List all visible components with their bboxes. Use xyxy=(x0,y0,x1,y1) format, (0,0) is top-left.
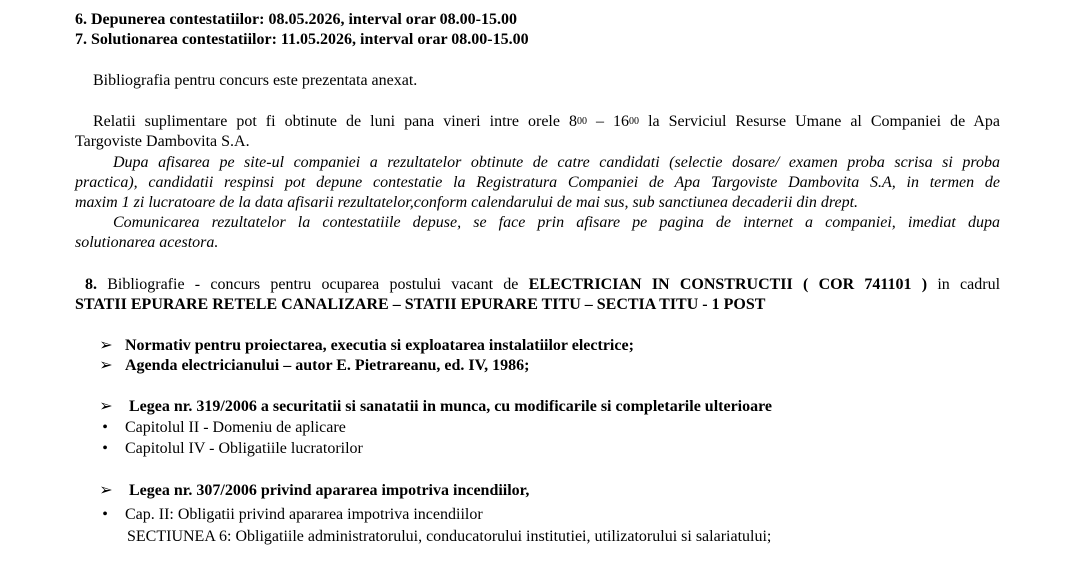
item-8-text: Bibliografie - concurs pentru ocuparea postului vacant de xyxy=(97,276,529,293)
hour-start-superscript: 00 xyxy=(577,116,587,127)
item-8-post-title: ELECTRICIAN IN CONSTRUCTII ( COR 741101 ) xyxy=(528,276,928,293)
bullet-legea-319: Legea nr. 319/2006 a securitatii si sanatatii in munca, cu modificarile si completarile ulterioare xyxy=(129,398,773,415)
arrow-bullet-icon: ➢ xyxy=(99,398,113,415)
bullet-cap-ii: Cap. II: Obligatii privind apararea impotriva incendiilor xyxy=(125,506,483,523)
item-6-depunerea-contestatiilor: 6. Depunerea contestatiilor: 08.05.2026, interval orar 08.00-15.00 xyxy=(75,11,518,28)
italic-para1-line-3: maxim 1 zi lucratoare de la data afisarii rezultatelor,conform calendarului de mai sus, sub sanctiunea decaderii din drept. xyxy=(75,194,859,211)
dot-bullet-icon: • xyxy=(102,506,108,523)
bullet-normativ: Normativ pentru proiectarea, executia si exploatarea instalatiilor electrice; xyxy=(125,337,634,354)
relatii-line-1 xyxy=(93,112,1000,132)
dot-bullet-icon: • xyxy=(102,440,108,457)
relatii-line-2: Targoviste Dambovita S.A. xyxy=(75,133,250,150)
relatii-text-before: Relatii suplimentare pot fi obtinute de luni pana vineri intre orele 8 xyxy=(93,113,577,130)
dot-bullet-icon: • xyxy=(102,419,108,436)
bullet-capitolul-ii: Capitolul II - Domeniu de aplicare xyxy=(125,419,346,436)
item-8-heading-line-2: STATII EPURARE RETELE CANALIZARE – STATII EPURARE TITU – SECTIA TITU - 1 POST xyxy=(75,296,766,313)
hour-end-superscript: 00 xyxy=(629,116,640,127)
italic-para2-line-1: Comunicarea rezultatelor la contestatiile depuse, se face prin afisare pe pagina de internet a companiei, imediat dupa xyxy=(113,214,1000,231)
bullet-legea-307: Legea nr. 307/2006 privind apararea impotriva incendiilor, xyxy=(129,482,530,499)
sectiunea-6: SECTIUNEA 6: Obligatiile administratorului, conducatorului institutiei, utilizatorului si salariatului; xyxy=(127,528,772,545)
bullet-agenda-electricianului: Agenda electricianului – autor E. Pietrareanu, ed. IV, 1986; xyxy=(125,357,530,374)
item-8-heading-line-1 xyxy=(85,275,1000,295)
bullet-capitolul-iv: Capitolul IV - Obligatiile lucratorilor xyxy=(125,440,363,457)
arrow-bullet-icon: ➢ xyxy=(99,337,113,354)
italic-para1-line-1: Dupa afisarea pe site-ul companiei a rezultatelor obtinute de catre candidati (selectie dosare/ examen proba scrisa si proba xyxy=(113,154,1000,171)
item-8-number: 8. xyxy=(85,276,97,293)
item-8-after: in cadrul xyxy=(927,276,1001,293)
arrow-bullet-icon: ➢ xyxy=(99,482,113,499)
arrow-bullet-icon: ➢ xyxy=(99,357,113,374)
item-7-solutionarea-contestatiilor: 7. Solutionarea contestatiilor: 11.05.2026, interval orar 08.00-15.00 xyxy=(75,31,529,48)
relatii-text-dash: – 16 xyxy=(587,113,630,130)
italic-para2-line-2: solutionarea acestora. xyxy=(75,234,219,251)
relatii-text-after: la Serviciul Resurse Umane al Companiei de Apa xyxy=(639,113,1001,130)
bibliography-note: Bibliografia pentru concurs este prezentata anexat. xyxy=(93,72,418,89)
italic-para1-line-2: practica), candidatii respinsi pot depune contestatie la Registratura Companiei de Apa Targoviste Dambovita S.A, in termen de xyxy=(75,174,1000,191)
